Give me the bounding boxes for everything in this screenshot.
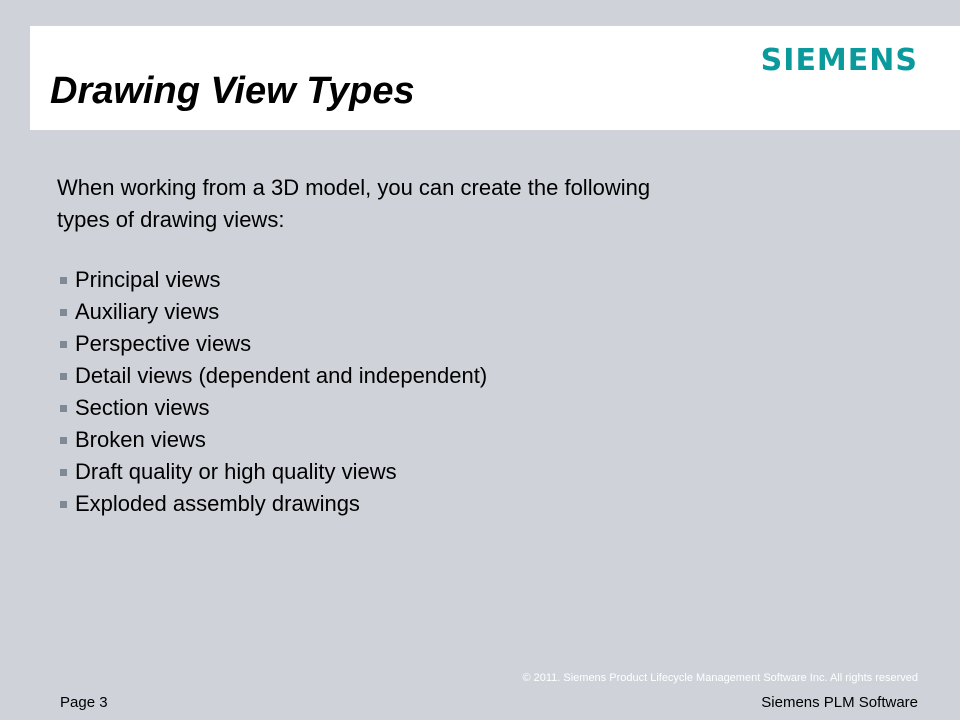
bullet-text: Draft quality or high quality views — [75, 459, 397, 484]
bullet-text: Perspective views — [75, 331, 252, 356]
bullet-text: Auxiliary views — [75, 299, 220, 324]
square-bullet-icon — [60, 501, 67, 508]
list-item — [57, 360, 487, 392]
list-item — [57, 424, 487, 456]
intro-text: When working from a 3D model, you can create the following types of drawing views: — [57, 175, 651, 232]
list-item — [57, 296, 487, 328]
square-bullet-icon — [60, 341, 67, 348]
square-bullet-icon — [60, 373, 67, 380]
bullet-text: Exploded assembly drawings — [75, 491, 360, 516]
bullet-text: Principal views — [75, 267, 221, 292]
page-number: Page 3 — [60, 694, 108, 711]
list-item — [57, 392, 487, 424]
slide-title: Drawing View Types — [50, 70, 415, 112]
list-item — [57, 328, 487, 360]
list-item — [57, 488, 487, 520]
bullet-text: Detail views (dependent and independent) — [75, 363, 488, 388]
square-bullet-icon — [60, 437, 67, 444]
bullet-text: Section views — [75, 395, 210, 420]
bullet-text: Broken views — [75, 427, 206, 452]
square-bullet-icon — [60, 309, 67, 316]
square-bullet-icon — [60, 469, 67, 476]
siemens-logo: SIEMENS — [760, 43, 918, 78]
list-item — [57, 264, 487, 296]
company-name: Siemens PLM Software — [761, 694, 918, 711]
square-bullet-icon — [60, 405, 67, 412]
title-band — [30, 26, 960, 130]
copyright-notice: © 2011. Siemens Product Lifecycle Management Software Inc. All rights reserved — [522, 672, 918, 684]
square-bullet-icon — [60, 277, 67, 284]
list-item — [57, 456, 487, 488]
bullet-list — [57, 264, 487, 520]
